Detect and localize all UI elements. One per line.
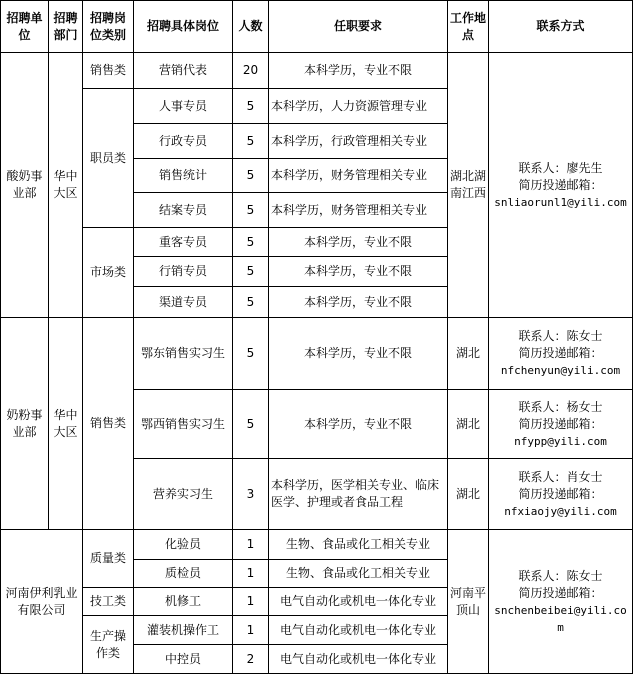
- count-cell: 5: [233, 287, 269, 318]
- contact-email[interactable]: snchenbeibei@yili.com: [494, 603, 627, 634]
- dept-cell: 华中大区: [49, 318, 83, 530]
- requirement-cell: 电气自动化或机电一体化专业: [269, 616, 448, 645]
- count-cell: 5: [233, 318, 269, 390]
- contact-person: 联系人：杨女士: [518, 399, 603, 414]
- count-cell: 5: [233, 390, 269, 459]
- table-row: [1, 318, 633, 390]
- contact-person: 联系人：陈女士: [518, 568, 603, 583]
- position-cell: 行政专员: [134, 124, 233, 159]
- count-cell: 5: [233, 124, 269, 159]
- count-cell: 5: [233, 89, 269, 124]
- category-cell: 市场类: [83, 228, 134, 318]
- contact-cell: [489, 53, 633, 318]
- requirement-cell: 本科学历，专业不限: [269, 257, 448, 287]
- contact-person: 联系人：陈女士: [518, 329, 603, 343]
- position-cell: 机修工: [134, 588, 233, 616]
- requirement-cell: 本科学历，医学相关专业、临床医学、护理或者食品工程: [269, 459, 448, 530]
- unit-cell: 奶粉事业部: [1, 318, 49, 530]
- header-unit: 招聘单位: [1, 1, 49, 53]
- location-cell: 湖北: [448, 459, 489, 530]
- position-cell: 营销代表: [134, 53, 233, 89]
- count-cell: 1: [233, 530, 269, 560]
- table-row: [1, 530, 633, 560]
- position-cell: 灌装机操作工: [134, 616, 233, 645]
- count-cell: 2: [233, 645, 269, 674]
- contact-cell: [489, 318, 633, 390]
- position-cell: 鄂西销售实习生: [134, 390, 233, 459]
- contact-person: 联系人：廖先生: [518, 160, 603, 175]
- location-cell: 湖北湖南江西: [448, 53, 489, 318]
- position-cell: 中控员: [134, 645, 233, 674]
- category-cell: 技工类: [83, 588, 134, 616]
- contact-cell: [489, 530, 633, 674]
- contact-email-label: 简历投递邮箱：: [518, 416, 603, 431]
- header-location: 工作地点: [448, 1, 489, 53]
- table-row: [1, 53, 633, 89]
- requirement-cell: 电气自动化或机电一体化专业: [269, 588, 448, 616]
- requirement-cell: 生物、食品或化工相关专业: [269, 560, 448, 588]
- contact-cell: [489, 459, 633, 530]
- contact-cell: [489, 390, 633, 459]
- header-contact: 联系方式: [489, 1, 633, 53]
- position-cell: 营养实习生: [134, 459, 233, 530]
- requirement-cell: 本科学历，专业不限: [269, 53, 448, 89]
- contact-email[interactable]: nfchenyun@yili.com: [500, 364, 621, 377]
- dept-cell: 华中大区: [49, 53, 83, 318]
- contact-email[interactable]: snliaorunl1@yili.com: [494, 195, 627, 209]
- position-cell: 质检员: [134, 560, 233, 588]
- header-row: [1, 1, 633, 53]
- contact-email-label: 简历投递邮箱：: [518, 585, 603, 600]
- header-dept: 招聘部门: [49, 1, 83, 53]
- position-cell: 销售统计: [134, 159, 233, 193]
- count-cell: 1: [233, 588, 269, 616]
- header-requirement: 任职要求: [269, 1, 448, 53]
- count-cell: 1: [233, 616, 269, 645]
- contact-email-label: 简历投递邮箱：: [518, 346, 603, 360]
- contact-person: 联系人：肖女士: [518, 469, 603, 484]
- position-cell: 人事专员: [134, 89, 233, 124]
- contact-email-label: 简历投递邮箱：: [518, 177, 603, 192]
- position-cell: 鄂东销售实习生: [134, 318, 233, 390]
- count-cell: 5: [233, 193, 269, 228]
- requirement-cell: 本科学历，人力资源管理专业: [269, 89, 448, 124]
- position-cell: 渠道专员: [134, 287, 233, 318]
- position-cell: 行销专员: [134, 257, 233, 287]
- requirement-cell: 本科学历，财务管理相关专业: [269, 159, 448, 193]
- unit-cell: 河南伊利乳业有限公司: [1, 530, 83, 674]
- contact-email[interactable]: nfypp@yili.com: [514, 434, 607, 448]
- header-position: 招聘具体岗位: [134, 1, 233, 53]
- requirement-cell: 本科学历，财务管理相关专业: [269, 193, 448, 228]
- requirement-cell: 本科学历，专业不限: [269, 287, 448, 318]
- contact-email-label: 简历投递邮箱：: [518, 486, 603, 501]
- category-cell: 职员类: [83, 89, 134, 228]
- category-cell: 质量类: [83, 530, 134, 588]
- category-cell: 销售类: [83, 53, 134, 89]
- requirement-cell: 本科学历，专业不限: [269, 318, 448, 390]
- requirement-cell: 电气自动化或机电一体化专业: [269, 645, 448, 674]
- count-cell: 5: [233, 159, 269, 193]
- requirement-cell: 生物、食品或化工相关专业: [269, 530, 448, 560]
- contact-email[interactable]: nfxiaojy@yili.com: [504, 504, 617, 518]
- count-cell: 1: [233, 560, 269, 588]
- position-cell: 结案专员: [134, 193, 233, 228]
- requirement-cell: 本科学历，专业不限: [269, 390, 448, 459]
- position-cell: 重客专员: [134, 228, 233, 257]
- category-cell: 销售类: [83, 318, 134, 530]
- requirement-cell: 本科学历，行政管理相关专业: [269, 124, 448, 159]
- unit-cell: 酸奶事业部: [1, 53, 49, 318]
- count-cell: 3: [233, 459, 269, 530]
- location-cell: 湖北: [448, 318, 489, 390]
- position-cell: 化验员: [134, 530, 233, 560]
- count-cell: 5: [233, 257, 269, 287]
- location-cell: 湖北: [448, 390, 489, 459]
- location-cell: 河南平顶山: [448, 530, 489, 674]
- count-cell: 5: [233, 228, 269, 257]
- header-count: 人数: [233, 1, 269, 53]
- header-category: 招聘岗位类别: [83, 1, 134, 53]
- requirement-cell: 本科学历，专业不限: [269, 228, 448, 257]
- category-cell: 生产操作类: [83, 616, 134, 674]
- count-cell: 20: [233, 53, 269, 89]
